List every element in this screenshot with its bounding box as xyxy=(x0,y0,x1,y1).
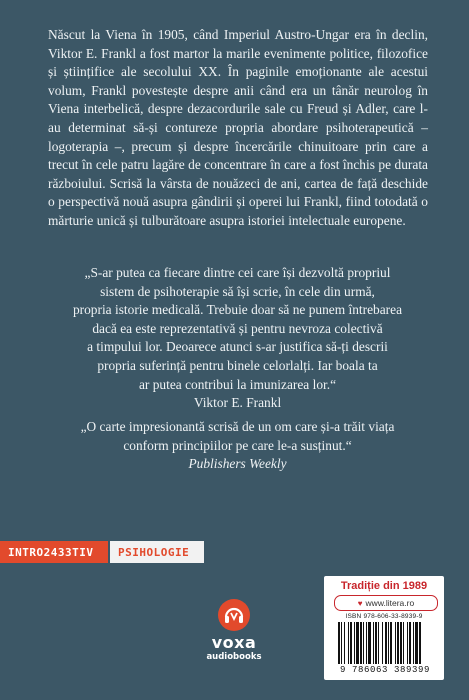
voxa-name: voxa xyxy=(211,633,257,652)
voxa-icon xyxy=(217,598,251,632)
heart-icon: ♥ xyxy=(357,598,363,608)
barcode-icon xyxy=(336,622,432,664)
frankl-quote xyxy=(40,264,435,413)
collection-category: PSIHOLOGIE xyxy=(108,541,204,563)
quote-text: „S-ar putea ca fiecare dintre cei care își dezvoltă propriul sistem de psihoterapie să își scrie, în cele din urmă, propria istorie medicală. Trebuie doar să ne punem întrebarea dacă ea este reprezentativă și pentru nevroza colectivă a timpului lor. Deoarece atunci s-ar justifica să-ți descrii propria suferință pentru binele celorlalți. Iar boala ta ar putea contribui la imunizarea lor.“ xyxy=(72,265,403,392)
barcode-number: 9 786063 389399 xyxy=(339,665,430,675)
voxa-logo xyxy=(196,598,272,662)
blurb-paragraph: Născut la Viena în 1905, când Imperiul Austro-Ungar era în declin, Viktor E. Frankl a fost martor la marile evenimente politice, filozofice și științifice ale secolului XX. În paginile emoționante ale acestui volum, Frankl povestește despre anii când era un tânăr neurolog în Viena interbelică, despre dezacordurile sale cu Freud și Adler, care l-au determinat să-și contureze propria abordare psihoterapeutică – logoterapia –, precum și despre încercările chinuitoare prin care a trecut în cele patru lagăre de concentrare în care a fost închis pe durata războiului. Scrisă la vârsta de nouăzeci de ani, cartea de față deschide o perspectivă nouă asupra gândirii și operei lui Frankl, fiind totodată o mărturie unică și tulburătoare asupra istoriei intelectuale europene. xyxy=(48,27,428,228)
publishers-weekly-quote xyxy=(40,418,435,474)
quote-source: Publishers Weekly xyxy=(188,456,287,472)
publisher-url: www.litera.ro xyxy=(365,598,415,608)
voxa-tagline: audiobooks xyxy=(206,652,262,662)
blurb-text xyxy=(48,26,428,231)
barcode-panel xyxy=(324,576,444,680)
quote-text: „O carte impresionantă scrisă de un om care și-a trăit viața conform principiilor pe care le-a susținut.“ xyxy=(80,419,395,453)
quote-author: Viktor E. Frankl xyxy=(193,395,282,411)
collection-name: INTRO2433TIV xyxy=(0,541,108,563)
isbn-text: ISBN 978-606-33-8939-9 xyxy=(345,613,423,620)
publisher-tradition: Tradiție din 1989 xyxy=(340,580,428,592)
collection-label xyxy=(0,541,204,563)
publisher-site xyxy=(334,595,438,611)
